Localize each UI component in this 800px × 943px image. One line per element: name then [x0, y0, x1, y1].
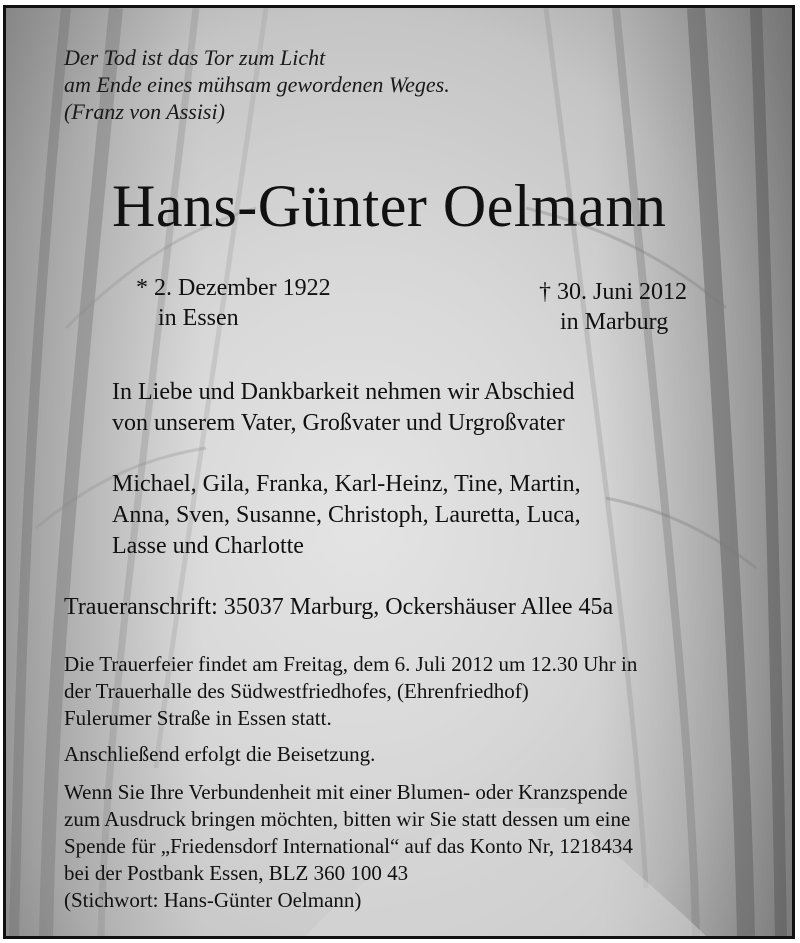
funeral-line-3: Fulerumer Straße in Essen statt.	[64, 706, 332, 730]
mourners-line-1: Michael, Gila, Franka, Karl-Heinz, Tine, Martin,	[112, 471, 581, 497]
farewell-line-2: von unserem Vater, Großvater und Urgroßvater	[112, 410, 565, 436]
funeral-line-2: der Trauerhalle des Südwestfriedhofes, (Ehrenfriedhof)	[64, 679, 529, 703]
deceased-name: Hans-Günter Oelmann	[112, 173, 667, 239]
mourning-address: Traueranschrift: 35037 Marburg, Ockershäuser Allee 45a	[64, 594, 614, 620]
death-date: † 30. Juni 2012	[539, 279, 688, 305]
birth-place: in Essen	[158, 305, 239, 331]
quote-line-2: am Ende eines mühsam gewordenen Weges.	[64, 72, 450, 97]
burial-note: Anschließend erfolgt die Beisetzung.	[64, 742, 376, 766]
mourners-line-2: Anna, Sven, Susanne, Christoph, Lauretta, Luca,	[112, 502, 581, 528]
donation-line-5: (Stichwort: Hans-Günter Oelmann)	[64, 888, 362, 912]
donation-line-4: bei der Postbank Essen, BLZ 360 100 43	[64, 861, 409, 885]
quote-author: (Franz von Assisi)	[64, 99, 225, 124]
quote-line-1: Der Tod ist das Tor zum Licht	[64, 45, 326, 70]
birth-date: * 2. Dezember 1922	[136, 275, 331, 301]
donation-line-1: Wenn Sie Ihre Verbundenheit mit einer Blumen- oder Kranzspende	[64, 780, 628, 804]
death-place: in Marburg	[560, 309, 669, 335]
farewell-line-1: In Liebe und Dankbarkeit nehmen wir Abschied	[112, 379, 575, 405]
mourners-line-3: Lasse und Charlotte	[112, 533, 304, 559]
obituary-content	[6, 8, 792, 936]
obituary-card	[3, 5, 795, 939]
donation-line-3: Spende für „Friedensdorf International“ auf das Konto Nr, 1218434	[64, 834, 633, 858]
funeral-line-1: Die Trauerfeier findet am Freitag, dem 6. Juli 2012 um 12.30 Uhr in	[64, 652, 638, 676]
donation-line-2: zum Ausdruck bringen möchten, bitten wir Sie statt dessen um eine	[64, 807, 631, 831]
